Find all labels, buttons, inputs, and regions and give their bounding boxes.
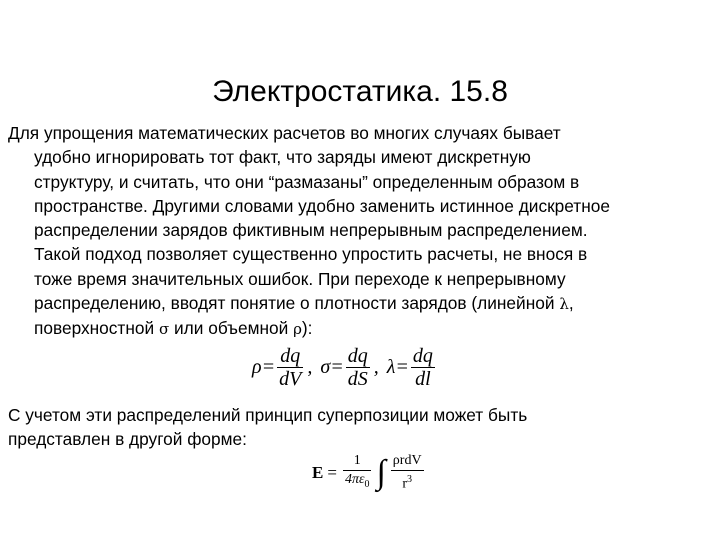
equals-sign: = xyxy=(327,462,337,482)
text-line: удобно игнорировать тот факт, что заряды имеют дискретную xyxy=(34,147,531,168)
r-exponent: 3 xyxy=(407,474,413,486)
text-fragment: или объемной xyxy=(174,318,289,339)
paragraph-main xyxy=(8,121,714,342)
integrand-denominator xyxy=(400,471,414,494)
text-line: представлен в другой форме: xyxy=(8,429,247,450)
sigma-lhs: σ xyxy=(320,356,331,378)
text-line xyxy=(8,291,714,316)
separator: , xyxy=(373,356,379,378)
equals-sign: = xyxy=(395,356,409,378)
equals-sign: = xyxy=(261,356,276,378)
rho-symbol: ρ xyxy=(293,320,302,339)
lambda-fraction xyxy=(411,345,435,390)
text-line: Для упрощения математических расчетов во многих случаях бывает xyxy=(8,123,561,143)
field-formula xyxy=(312,452,426,494)
comma: , xyxy=(568,293,574,314)
sigma-denominator: dS xyxy=(347,368,368,390)
lambda-denominator: dl xyxy=(415,368,431,390)
rho-fraction xyxy=(277,345,303,390)
constant-fraction xyxy=(343,452,372,494)
text-fragment: ): xyxy=(301,318,313,339)
field-lhs: E xyxy=(312,462,324,482)
text-line: С учетом эти распределений принцип суперпозиции может быть xyxy=(8,405,528,425)
sigma-numerator: dq xyxy=(347,345,368,367)
constant-denominator xyxy=(343,471,372,494)
text-fragment: поверхностной xyxy=(34,318,155,339)
lambda-lhs: λ xyxy=(386,356,396,378)
r-base: r xyxy=(402,476,408,492)
rho-denominator: dV xyxy=(279,368,302,390)
separator: , xyxy=(307,356,313,378)
density-formulas xyxy=(252,345,437,390)
text-line: распределении зарядов фиктивным непрерывным распределением. xyxy=(34,220,588,241)
text-line: тоже время значительных ошибок. При переходе к непрерывному xyxy=(34,268,566,289)
equals-sign: = xyxy=(330,356,344,378)
text-line: пространстве. Другими словами удобно заменить истинное дискретное xyxy=(34,195,610,216)
text-line: структуру, и считать, что они “размазаны” определенным образом в xyxy=(34,171,580,192)
four-pi-epsilon: 4πε xyxy=(344,472,365,487)
constant-numerator: 1 xyxy=(353,453,361,468)
integrand-numerator: ρrdV xyxy=(392,453,422,469)
lambda-numerator: dq xyxy=(412,345,433,367)
sigma-fraction xyxy=(346,345,370,390)
rho-lhs: ρ xyxy=(252,356,262,378)
slide-title: Электростатика. 15.8 xyxy=(212,75,508,108)
epsilon-subscript: 0 xyxy=(364,478,370,490)
integral-sign: ∫ xyxy=(376,453,386,491)
paragraph-superposition xyxy=(8,403,714,452)
rho-numerator: dq xyxy=(280,345,301,367)
text-line xyxy=(8,316,714,341)
integrand-fraction xyxy=(391,452,424,494)
sigma-symbol: σ xyxy=(158,320,170,339)
text-fragment: распределению, вводят понятие о плотности зарядов (линейной xyxy=(34,293,555,314)
lambda-symbol: λ xyxy=(559,295,569,314)
text-line: Такой подход позволяет существенно упростить расчеты, не внося в xyxy=(34,244,588,265)
